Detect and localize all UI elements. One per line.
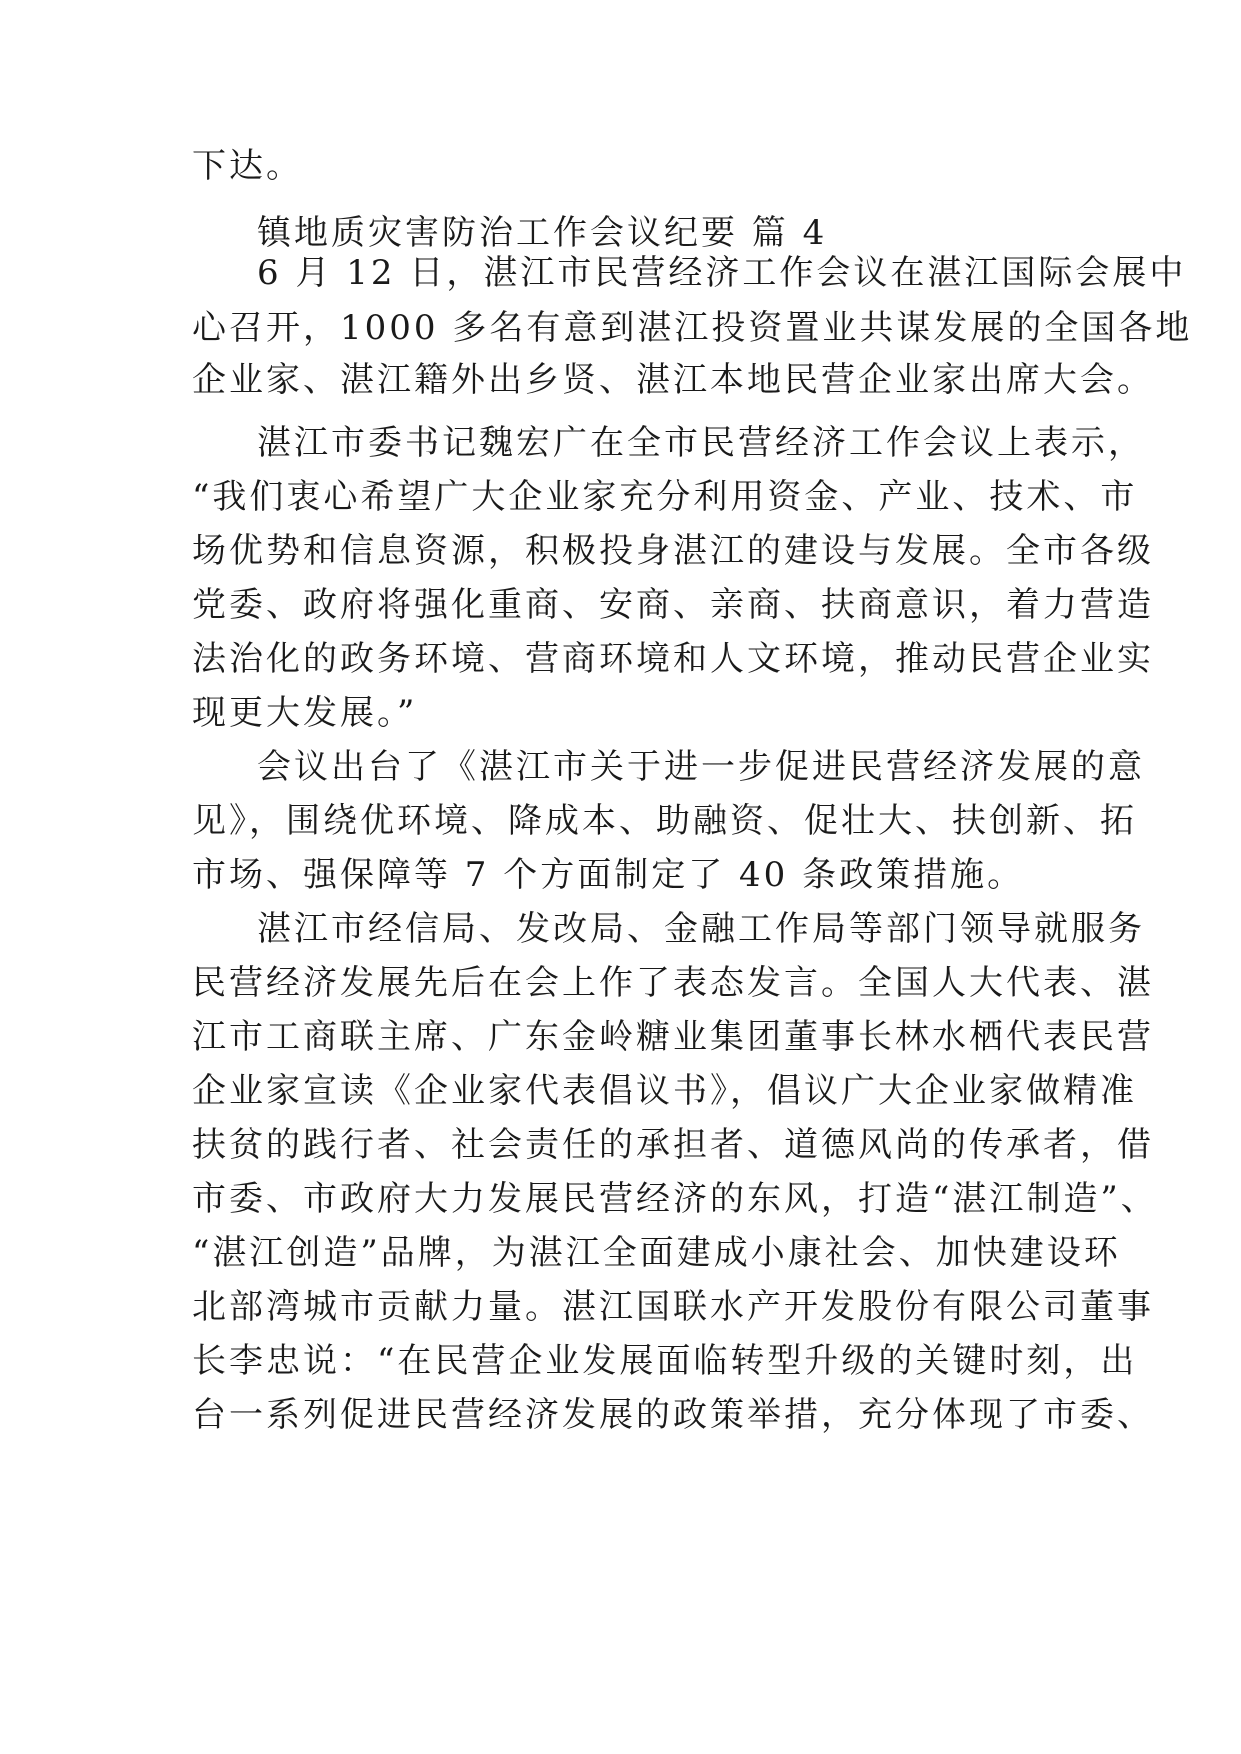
paragraph-line: 企业家、湛江籍外出乡贤、湛江本地民营企业家出席大会。 bbox=[192, 360, 1154, 400]
paragraph-line: 北部湾城市贡献力量。湛江国联水产开发股份有限公司董事 bbox=[192, 1287, 1154, 1327]
paragraph-line: 民营经济发展先后在会上作了表态发言。全国人大代表、湛 bbox=[192, 963, 1154, 1003]
paragraph-line: 现更大发展。” bbox=[192, 693, 418, 733]
section-heading: 镇地质灾害防治工作会议纪要 篇 4 bbox=[257, 213, 828, 253]
paragraph-line: 下达。 bbox=[192, 146, 303, 186]
paragraph-line: 会议出台了《湛江市关于进一步促进民营经济发展的意 bbox=[257, 747, 1145, 787]
paragraph-line: 6 月 12 日，湛江市民营经济工作会议在湛江国际会展中 bbox=[257, 253, 1187, 293]
paragraph-line: 湛江市经信局、发改局、金融工作局等部门领导就服务 bbox=[257, 909, 1145, 949]
paragraph-line: 心召开，1000 多名有意到湛江投资置业共谋发展的全国各地 bbox=[192, 308, 1193, 348]
paragraph-line: 企业家宣读《企业家代表倡议书》，倡议广大企业家做精准 bbox=[192, 1071, 1137, 1111]
paragraph-line: 江市工商联主席、广东金岭糖业集团董事长林水栖代表民营 bbox=[192, 1017, 1154, 1057]
paragraph-line: 见》，围绕优环境、降成本、助融资、促壮大、扶创新、拓 bbox=[192, 801, 1137, 841]
paragraph-line: 场优势和信息资源，积极投身湛江的建设与发展。全市各级 bbox=[192, 531, 1154, 571]
paragraph-line: 扶贫的践行者、社会责任的承担者、道德风尚的传承者，借 bbox=[192, 1125, 1154, 1165]
paragraph-line: 台一系列促进民营经济发展的政策举措，充分体现了市委、 bbox=[192, 1395, 1154, 1435]
paragraph-line: 市场、强保障等 7 个方面制定了 40 条政策措施。 bbox=[192, 855, 1025, 895]
paragraph-line: 市委、市政府大力发展民营经济的东风，打造“湛江制造”、 bbox=[192, 1179, 1158, 1219]
paragraph-line: “湛江创造”品牌，为湛江全面建成小康社会、加快建设环 bbox=[192, 1233, 1121, 1273]
paragraph-line: 长李忠说：“在民营企业发展面临转型升级的关键时刻，出 bbox=[192, 1341, 1138, 1381]
paragraph-line: 党委、政府将强化重商、安商、亲商、扶商意识，着力营造 bbox=[192, 585, 1154, 625]
paragraph-line: “我们衷心希望广大企业家充分利用资金、产业、技术、市 bbox=[192, 477, 1138, 517]
paragraph-line: 法治化的政务环境、营商环境和人文环境，推动民营企业实 bbox=[192, 639, 1154, 679]
paragraph-line: 湛江市委书记魏宏广在全市民营经济工作会议上表示， bbox=[257, 423, 1145, 463]
